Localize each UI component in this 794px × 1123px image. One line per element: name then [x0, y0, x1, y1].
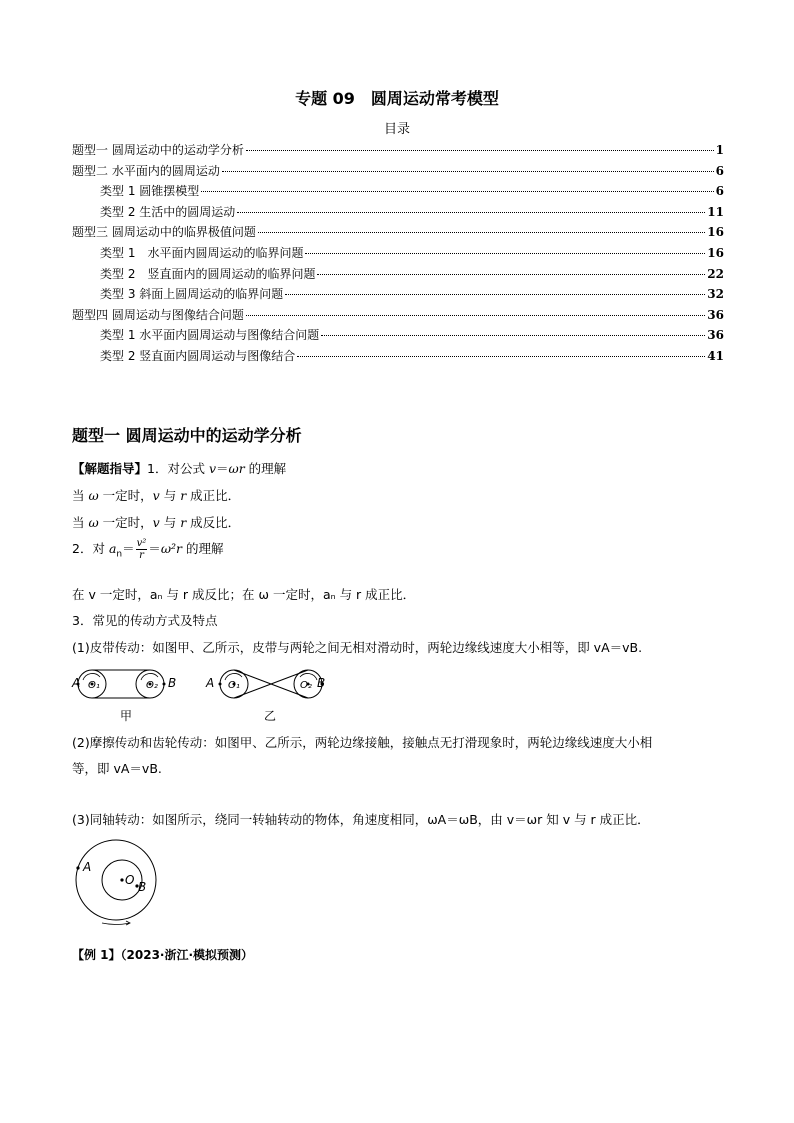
toc-entry-page: 16	[707, 225, 724, 240]
toc-entry[interactable]	[72, 265, 724, 286]
document-title: 专题 09 圆周运动常考模型	[295, 89, 499, 108]
label-b: B	[168, 676, 177, 690]
point-dot	[219, 683, 222, 686]
toc-entry[interactable]	[72, 306, 724, 327]
toc-entry-label: 类型 3 斜面上圆周运动的临界问题	[100, 287, 284, 302]
toc-entry[interactable]	[72, 182, 724, 203]
label-o2: O₂	[300, 680, 312, 691]
toc-leader-dots	[246, 150, 714, 151]
toc-entry[interactable]	[72, 203, 724, 224]
toc-entry-page: 36	[707, 328, 724, 343]
toc-entry-label: 类型 1 水平面内圆周运动的临界问题	[100, 245, 304, 260]
toc-entry-label: 题型二 水平面内的圆周运动	[72, 163, 220, 178]
toc-entry-page: 36	[707, 307, 724, 322]
toc-entry[interactable]	[72, 141, 724, 162]
label-o1: O₁	[88, 680, 100, 691]
guide-line-5: 在 v 一定时，aₙ 与 r 成反比；在 ω 一定时，aₙ 与 r 成正比．	[72, 587, 416, 602]
toc-leader-dots	[285, 294, 705, 295]
belt-transmission-text: (1)皮带传动：如图甲、乙所示，皮带与两轮之间无相对滑动时，两轮边缘线速度大小相等，即 vA＝vB.	[72, 640, 643, 655]
toc-leader-dots	[321, 335, 705, 336]
toc-entry-label: 类型 1 水平面内圆周运动与图像结合问题	[100, 328, 320, 343]
example-1-heading: 【例 1】（2023·浙江·模拟预测）	[72, 948, 254, 962]
point-dot	[163, 683, 166, 686]
toc-leader-dots	[297, 356, 705, 357]
toc-entry-page: 6	[715, 184, 724, 199]
toc-entry-page: 41	[707, 348, 724, 363]
friction-transmission-text-2: 等，即 vA＝vB.	[72, 761, 162, 776]
toc-entry[interactable]	[72, 162, 724, 183]
toc-leader-dots	[246, 315, 705, 316]
guide-tag: 【解题指导】	[72, 461, 148, 476]
toc-leader-dots	[201, 191, 713, 192]
coaxial-rotation-text: (3)同轴转动：如图所示，绕同一转轴转动的物体，角速度相同，ωA＝ωB，由 v＝ωr 知 v 与 r 成正比．	[72, 812, 650, 827]
toc-leader-dots	[317, 274, 705, 275]
toc-entry[interactable]	[72, 244, 724, 265]
toc-leader-dots	[258, 232, 705, 233]
toc-leader-dots	[222, 171, 714, 172]
toc-entry-label: 类型 2 生活中的圆周运动	[100, 204, 236, 219]
toc-leader-dots	[237, 212, 705, 213]
toc-entry-page: 22	[707, 266, 724, 281]
table-of-contents	[72, 141, 724, 368]
toc-entry-label: 题型三 圆周运动中的临界极值问题	[72, 225, 256, 240]
toc-entry[interactable]	[72, 347, 724, 368]
point-a-dot	[76, 866, 79, 869]
friction-transmission-text-1: (2)摩擦传动和齿轮传动：如图甲、乙所示，两轮边缘接触，接触点无打滑现象时，两轮边缘线速度大小相	[72, 735, 653, 750]
guide-item-1: 【解题指导】1．对公式 v＝ωr 的理解	[72, 461, 287, 476]
belt-diagram-jia	[70, 662, 180, 706]
guide-line-2: 当 ω 一定时，v 与 r 成正比．	[72, 488, 241, 503]
axis-dot	[120, 878, 123, 881]
toc-entry-label: 类型 2 竖直面内的圆周运动的临界问题	[100, 266, 316, 281]
label-b: B	[317, 676, 326, 690]
toc-entry-page: 16	[707, 245, 724, 260]
toc-entry-page: 6	[715, 163, 724, 178]
toc-entry[interactable]	[72, 223, 724, 244]
label-o1: O₁	[228, 680, 240, 691]
label-b: B	[138, 880, 147, 894]
section-title: 题型一 圆周运动中的运动学分析	[72, 426, 302, 445]
toc-entry-label: 类型 2 竖直面内圆周运动与图像结合	[100, 348, 296, 363]
label-o: O	[125, 873, 135, 887]
guide-item-2: 2．对 $a_n=$ $\frac{\text{v²}}{r}$ ＝ω²r 的理解	[72, 538, 224, 561]
toc-entry-page: 11	[707, 204, 724, 219]
guide-line-3: 当 ω 一定时，v 与 r 成反比．	[72, 515, 241, 530]
toc-entry-label: 类型 1 圆锥摆模型	[100, 184, 200, 199]
label-a: A	[206, 676, 215, 690]
label-a: A	[72, 676, 81, 690]
caption-jia: 甲	[120, 709, 133, 723]
coaxial-diagram	[72, 838, 162, 928]
toc-entry-page: 32	[707, 287, 724, 302]
guide-item-3: 3．常见的传动方式及特点	[72, 613, 218, 628]
caption-yi: 乙	[264, 709, 277, 723]
fraction-v2-over-r: $\frac{\text{v²}}{r}$	[136, 538, 147, 561]
toc-entry[interactable]	[72, 285, 724, 306]
label-a: A	[83, 860, 92, 874]
toc-entry-page: 1	[715, 143, 724, 157]
toc-entry-label: 题型一 圆周运动中的运动学分析	[72, 143, 244, 157]
toc-heading: 目录	[383, 122, 410, 137]
label-o2: O₂	[146, 680, 158, 691]
rotation-arrow	[102, 923, 130, 925]
toc-leader-dots	[305, 253, 705, 254]
toc-entry[interactable]	[72, 326, 724, 347]
toc-entry-label: 题型四 圆周运动与图像结合问题	[72, 307, 244, 322]
